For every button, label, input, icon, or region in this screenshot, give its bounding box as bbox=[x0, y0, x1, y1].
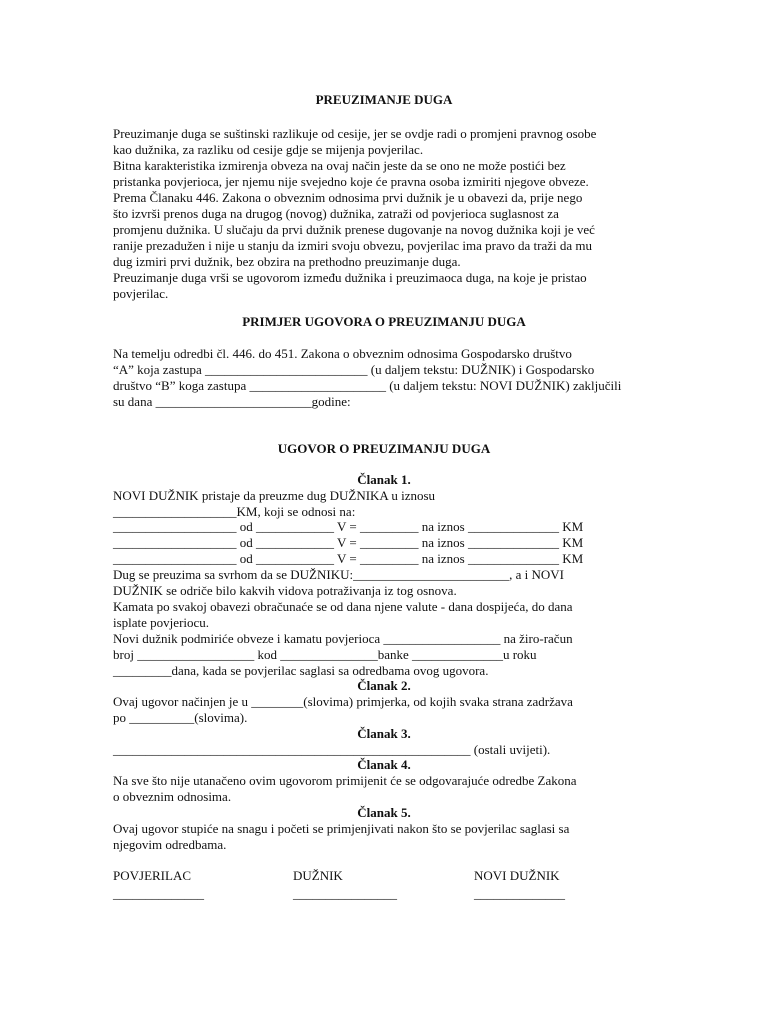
intro-line-1: Preuzimanje duga se suštinski razlikuje od cesije, jer se ovdje radi o promjeni pravnog osobe bbox=[113, 126, 597, 141]
article-2-line: Ovaj ugovor načinjen je u ________(slovima) primjerka, od kojih svaka strana zadržava bbox=[113, 694, 573, 709]
article-1-line: _________dana, kada se povjerilac saglasi sa odredbama ovog ugovora. bbox=[113, 663, 489, 678]
article-2-heading: Članak 2. bbox=[357, 678, 411, 693]
article-4-line: o obveznim odnosima. bbox=[113, 789, 232, 804]
article-4-line: Na sve što nije utanačeno ovim ugovorom primijenit će se odgovarajuće odredbe Zakona bbox=[113, 773, 577, 788]
doc-title: PREUZIMANJE DUGA bbox=[315, 92, 453, 107]
article-1-line: broj __________________ kod _______________banke ______________u roku bbox=[113, 647, 537, 662]
article-1-line: ___________________ od ____________ V = _________ na iznos ______________ KM bbox=[113, 551, 584, 566]
signature-line-new-debtor: ______________ bbox=[474, 886, 565, 901]
article-1-line: isplate povjeriocu. bbox=[113, 615, 210, 630]
intro-line-5: Prema Članaku 446. Zakona o obveznim odnosima prvi dužnik je u obavezi da, prije nego bbox=[113, 190, 583, 205]
article-1-heading: Članak 1. bbox=[357, 472, 411, 487]
intro-line-6: što izvrši prenos duga na drugog (novog) dužnika, zatraži od povjerioca suglasnost za bbox=[113, 206, 559, 221]
article-4-heading: Članak 4. bbox=[357, 757, 411, 772]
article-1-line: Novi dužnik podmiriće obveze i kamatu povjerioca __________________ na žiro-račun bbox=[113, 631, 573, 646]
article-5-heading: Članak 5. bbox=[357, 805, 411, 820]
intro-line-8: ranije prezadužen i nije u stanju da izmiri svoju obvezu, povjerilac ima pravo da traži da mu bbox=[113, 238, 593, 253]
article-3-line: _______________________________________________________ (ostali uvijeti). bbox=[113, 742, 551, 757]
signature-line-debtor: ________________ bbox=[293, 886, 397, 901]
article-1-line: ___________________KM, koji se odnosi na: bbox=[113, 504, 356, 519]
signature-label-creditor: POVJERILAC bbox=[113, 868, 192, 883]
preamble-line-4: su dana ________________________godine: bbox=[113, 394, 351, 409]
article-1-line: NOVI DUŽNIK pristaje da preuzme dug DUŽNIKA u iznosu bbox=[113, 488, 436, 503]
contract-heading: UGOVOR O PREUZIMANJU DUGA bbox=[277, 441, 491, 456]
section-heading-example: PRIMJER UGOVORA O PREUZIMANJU DUGA bbox=[242, 314, 526, 329]
article-5-line: njegovim odredbama. bbox=[113, 837, 227, 852]
article-5-line: Ovaj ugovor stupiće na snagu i početi se primjenjivati nakon što se povjerilac saglasi sa bbox=[113, 821, 570, 836]
intro-line-4: pristanka povjerioca, jer njemu nije svejedno koje će pravna osoba izmiriti njegove obveze. bbox=[113, 174, 589, 189]
intro-line-9: dug izmiri prvi dužnik, bez obzira na prethodno preuzimanje duga. bbox=[113, 254, 461, 269]
preamble-line-3: društvo “B” koga zastupa _____________________ (u daljem tekstu: NOVI DUŽNIK) zaključili bbox=[113, 378, 622, 393]
article-1-line: ___________________ od ____________ V = _________ na iznos ______________ KM bbox=[113, 535, 584, 550]
preamble-line-1: Na temelju odredbi čl. 446. do 451. Zakona o obveznim odnosima Gospodarsko društvo bbox=[113, 346, 572, 361]
intro-line-3: Bitna karakteristika izmirenja obveza na ovaj način jeste da se ono ne može postići bez bbox=[113, 158, 566, 173]
signature-label-debtor: DUŽNIK bbox=[293, 868, 343, 883]
article-1-line: Dug se preuzima sa svrhom da se DUŽNIKU:________________________, a i NOVI bbox=[113, 567, 564, 582]
intro-line-7: promjenu dužnika. U slučaju da prvi dužnik prenese dugovanje na novog dužnika koji je već bbox=[113, 222, 595, 237]
article-2-line: po __________(slovima). bbox=[113, 710, 248, 725]
intro-line-10: Preuzimanje duga vrši se ugovorom između dužnika i preuzimaoca duga, na koje je pristao bbox=[113, 270, 587, 285]
article-1-line: DUŽNIK se odriče bilo kakvih vidova potraživanja iz tog osnova. bbox=[113, 583, 457, 598]
signature-line-creditor: ______________ bbox=[113, 886, 204, 901]
preamble-line-2: “A” koja zastupa _________________________ (u daljem tekstu: DUŽNIK) i Gospodarsko bbox=[113, 362, 595, 377]
intro-line-2: kao dužnika, za razliku od cesije gdje se mijenja povjerilac. bbox=[113, 142, 424, 157]
article-1-line: Kamata po svakoj obavezi obračunaće se od dana njene valute - dana dospijeća, do dana bbox=[113, 599, 573, 614]
signature-label-new-debtor: NOVI DUŽNIK bbox=[474, 868, 560, 883]
article-1-line: ___________________ od ____________ V = _________ na iznos ______________ KM bbox=[113, 519, 584, 534]
article-3-heading: Članak 3. bbox=[357, 726, 411, 741]
intro-line-11: povjerilac. bbox=[113, 286, 169, 301]
